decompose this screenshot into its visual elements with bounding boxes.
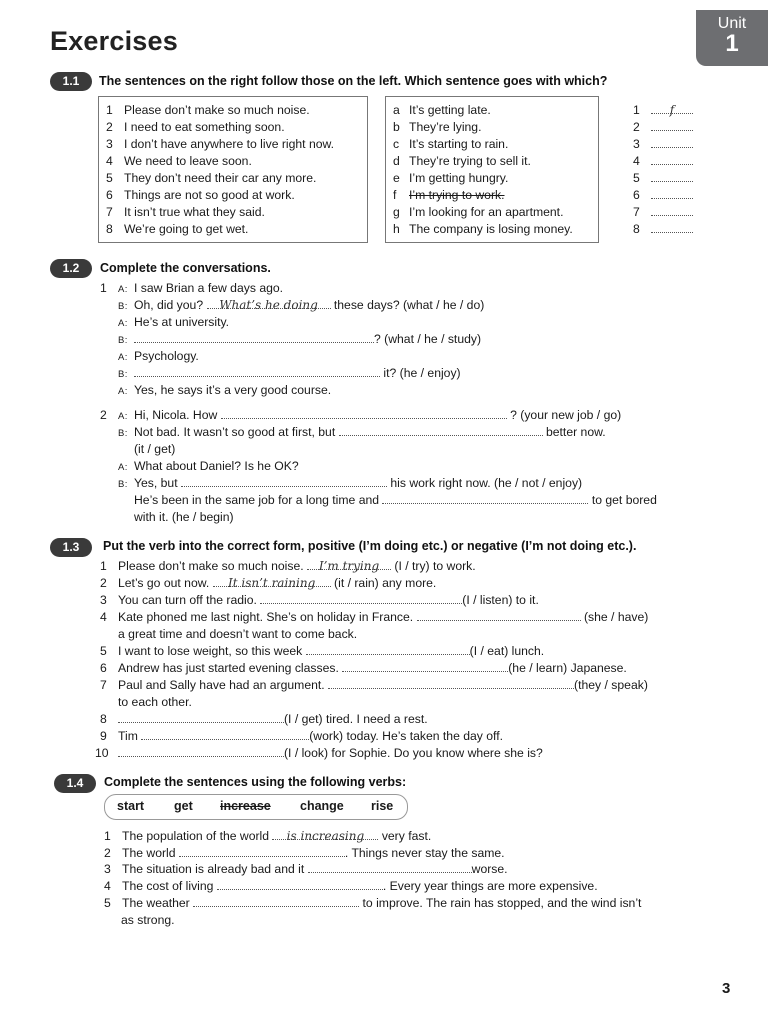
conversation-1-line-2: B: Oh, did you? What’s he doing these days? (what / he / do) bbox=[118, 298, 485, 312]
answer-blank[interactable] bbox=[651, 204, 693, 216]
conversation-2-line-2-cont: (it / get) bbox=[134, 442, 176, 456]
unit-number: 1 bbox=[725, 30, 739, 57]
item-1-3-4-cont: a great time and doesn’t want to come back. bbox=[118, 627, 358, 641]
conversation-2-line-3: A: What about Daniel? Is he OK? bbox=[118, 459, 299, 473]
right-sentence: f I’m trying to work. bbox=[393, 188, 505, 202]
answer-blank[interactable] bbox=[651, 136, 693, 148]
answer-blank[interactable]: I’m trying bbox=[307, 558, 391, 570]
answer-blank[interactable]: What’s he doing bbox=[207, 297, 331, 309]
answer-slot: 6 bbox=[633, 187, 693, 203]
right-sentence: h The company is losing money. bbox=[393, 222, 573, 236]
unit-label: Unit bbox=[717, 15, 747, 32]
answer-blank[interactable] bbox=[651, 119, 693, 131]
item-1-4-5-cont: as strong. bbox=[121, 913, 175, 927]
answer-blank[interactable] bbox=[260, 592, 462, 604]
item-1-3-4: 4 Kate phoned me last night. She’s on holiday in France. (she / have) bbox=[100, 610, 649, 624]
answer-blank[interactable] bbox=[181, 475, 387, 487]
item-1-3-5: 5 I want to lose weight, so this week (I / eat) lunch. bbox=[100, 644, 545, 658]
verb-increase: increase bbox=[220, 799, 271, 813]
conversation-1-line-4: B: ? (what / he / study) bbox=[118, 332, 482, 346]
answer-blank[interactable] bbox=[382, 492, 588, 504]
exercise-badge-1-4: 1.4 bbox=[54, 774, 96, 793]
answer-blank[interactable] bbox=[134, 365, 380, 377]
item-1-4-1: 1 The population of the world is increasing very fast. bbox=[104, 829, 432, 843]
conversation-2-line-1: 2 A: Hi, Nicola. How ? (your new job / go) bbox=[100, 408, 622, 422]
item-1-3-9: 9 Tim (work) today. He’s taken the day off. bbox=[100, 729, 503, 743]
answer-blank[interactable] bbox=[342, 660, 508, 672]
conversation-2-line-5: He’s been in the same job for a long time and to get bored bbox=[134, 493, 657, 507]
item-1-3-8: 8 (I / get) tired. I need a rest. bbox=[100, 712, 428, 726]
left-sentence: 3 I don’t have anywhere to live right now. bbox=[106, 137, 335, 151]
right-sentence: c It’s starting to rain. bbox=[393, 137, 509, 151]
exercise-badge-1-1: 1.1 bbox=[50, 72, 92, 91]
item-1-3-7-cont: to each other. bbox=[118, 695, 192, 709]
left-sentence: 6 Things are not so good at work. bbox=[106, 188, 295, 202]
page-title: Exercises bbox=[50, 26, 178, 56]
item-1-4-2: 2 The world . Things never stay the same. bbox=[104, 846, 505, 860]
answer-slot: 3 bbox=[633, 136, 693, 152]
exercise-badge-1-2: 1.2 bbox=[50, 259, 92, 278]
item-1-3-10: 10 (I / look) for Sophie. Do you know where she is? bbox=[95, 746, 543, 760]
answer-blank[interactable]: f bbox=[651, 102, 693, 114]
right-sentence: e I’m getting hungry. bbox=[393, 171, 509, 185]
answer-slot: 4 bbox=[633, 153, 693, 169]
exercise-1-1-instruction: The sentences on the right follow those on the left. Which sentence goes with which? bbox=[99, 74, 608, 88]
answer-blank[interactable] bbox=[651, 187, 693, 199]
page-number: 3 bbox=[722, 980, 731, 997]
answer-blank[interactable] bbox=[651, 170, 693, 182]
item-1-3-2: 2 Let’s go out now. It isn’t raining (it / rain) any more. bbox=[100, 576, 437, 590]
answer-slot: 1 f bbox=[633, 102, 693, 118]
item-1-3-6: 6 Andrew has just started evening classes. (he / learn) Japanese. bbox=[100, 661, 627, 675]
item-1-3-7: 7 Paul and Sally have had an argument. (they / speak) bbox=[100, 678, 648, 692]
answer-blank[interactable] bbox=[221, 407, 507, 419]
answer-slot: 8 bbox=[633, 221, 693, 237]
conversation-1-line-7: A: Yes, he says it’s a very good course. bbox=[118, 383, 332, 397]
answer-slot: 5 bbox=[633, 170, 693, 186]
left-sentence: 7 It isn’t true what they said. bbox=[106, 205, 265, 219]
conversation-2-line-6: with it. (he / begin) bbox=[134, 510, 234, 524]
verb-change: change bbox=[300, 799, 344, 813]
left-sentence: 5 They don’t need their car any more. bbox=[106, 171, 317, 185]
answer-blank[interactable]: is increasing bbox=[272, 828, 378, 840]
right-sentence: g I’m looking for an apartment. bbox=[393, 205, 564, 219]
answer-blank[interactable] bbox=[217, 878, 383, 890]
conversation-2-line-2: B: Not bad. It wasn’t so good at first, but better now. bbox=[118, 425, 606, 439]
verb-get: get bbox=[174, 799, 193, 813]
conversation-1-line-3: A: He’s at university. bbox=[118, 315, 230, 329]
conversation-1-line-5: A: Psychology. bbox=[118, 349, 199, 363]
answer-blank[interactable] bbox=[118, 745, 284, 757]
unit-tab bbox=[696, 10, 768, 66]
conversation-1-line-1: 1 A: I saw Brian a few days ago. bbox=[100, 281, 284, 295]
conversation-2-line-4: B: Yes, but his work right now. (he / not / enjoy) bbox=[118, 476, 583, 490]
answer-blank[interactable] bbox=[179, 845, 345, 857]
answer-blank[interactable] bbox=[118, 711, 284, 723]
item-1-4-3: 3 The situation is already bad and it worse. bbox=[104, 862, 508, 876]
verb-rise: rise bbox=[371, 799, 394, 813]
answer-blank[interactable] bbox=[308, 861, 472, 873]
exercise-1-4-instruction: Complete the sentences using the following verbs: bbox=[104, 775, 407, 789]
answer-blank[interactable]: It isn’t raining bbox=[213, 575, 331, 587]
exercise-1-2-instruction: Complete the conversations. bbox=[100, 261, 271, 275]
answer-blank[interactable] bbox=[651, 221, 693, 233]
answer-blank[interactable] bbox=[339, 424, 543, 436]
answer-blank[interactable] bbox=[328, 677, 574, 689]
answer-slot: 7 bbox=[633, 204, 693, 220]
left-sentence: 8 We’re going to get wet. bbox=[106, 222, 249, 236]
right-sentence: a It’s getting late. bbox=[393, 103, 491, 117]
conversation-1-line-6: B: it? (he / enjoy) bbox=[118, 366, 461, 380]
right-sentence: b They’re lying. bbox=[393, 120, 482, 134]
verb-start: start bbox=[117, 799, 145, 813]
answer-blank[interactable] bbox=[134, 331, 374, 343]
answer-blank[interactable] bbox=[651, 153, 693, 165]
item-1-3-3: 3 You can turn off the radio. (I / listen) to it. bbox=[100, 593, 539, 607]
answer-blank[interactable] bbox=[141, 728, 309, 740]
item-1-4-5: 5 The weather to improve. The rain has stopped, and the wind isn’t bbox=[104, 896, 642, 910]
left-sentence: 4 We need to leave soon. bbox=[106, 154, 252, 168]
answer-slot: 2 bbox=[633, 119, 693, 135]
item-1-4-4: 4 The cost of living . Every year things are more expensive. bbox=[104, 879, 598, 893]
left-sentence: 1 Please don’t make so much noise. bbox=[106, 103, 310, 117]
right-sentence: d They’re trying to sell it. bbox=[393, 154, 531, 168]
exercise-badge-1-3: 1.3 bbox=[50, 538, 92, 557]
verb-box bbox=[104, 794, 408, 820]
exercise-1-3-instruction: Put the verb into the correct form, positive (I’m doing etc.) or negative (I’m not doing etc.). bbox=[103, 539, 637, 553]
answer-blank[interactable] bbox=[193, 895, 359, 907]
answer-blank[interactable] bbox=[417, 609, 581, 621]
answer-blank[interactable] bbox=[306, 643, 470, 655]
left-sentence: 2 I need to eat something soon. bbox=[106, 120, 285, 134]
item-1-3-1: 1 Please don’t make so much noise. I’m trying (I / try) to work. bbox=[100, 559, 476, 573]
